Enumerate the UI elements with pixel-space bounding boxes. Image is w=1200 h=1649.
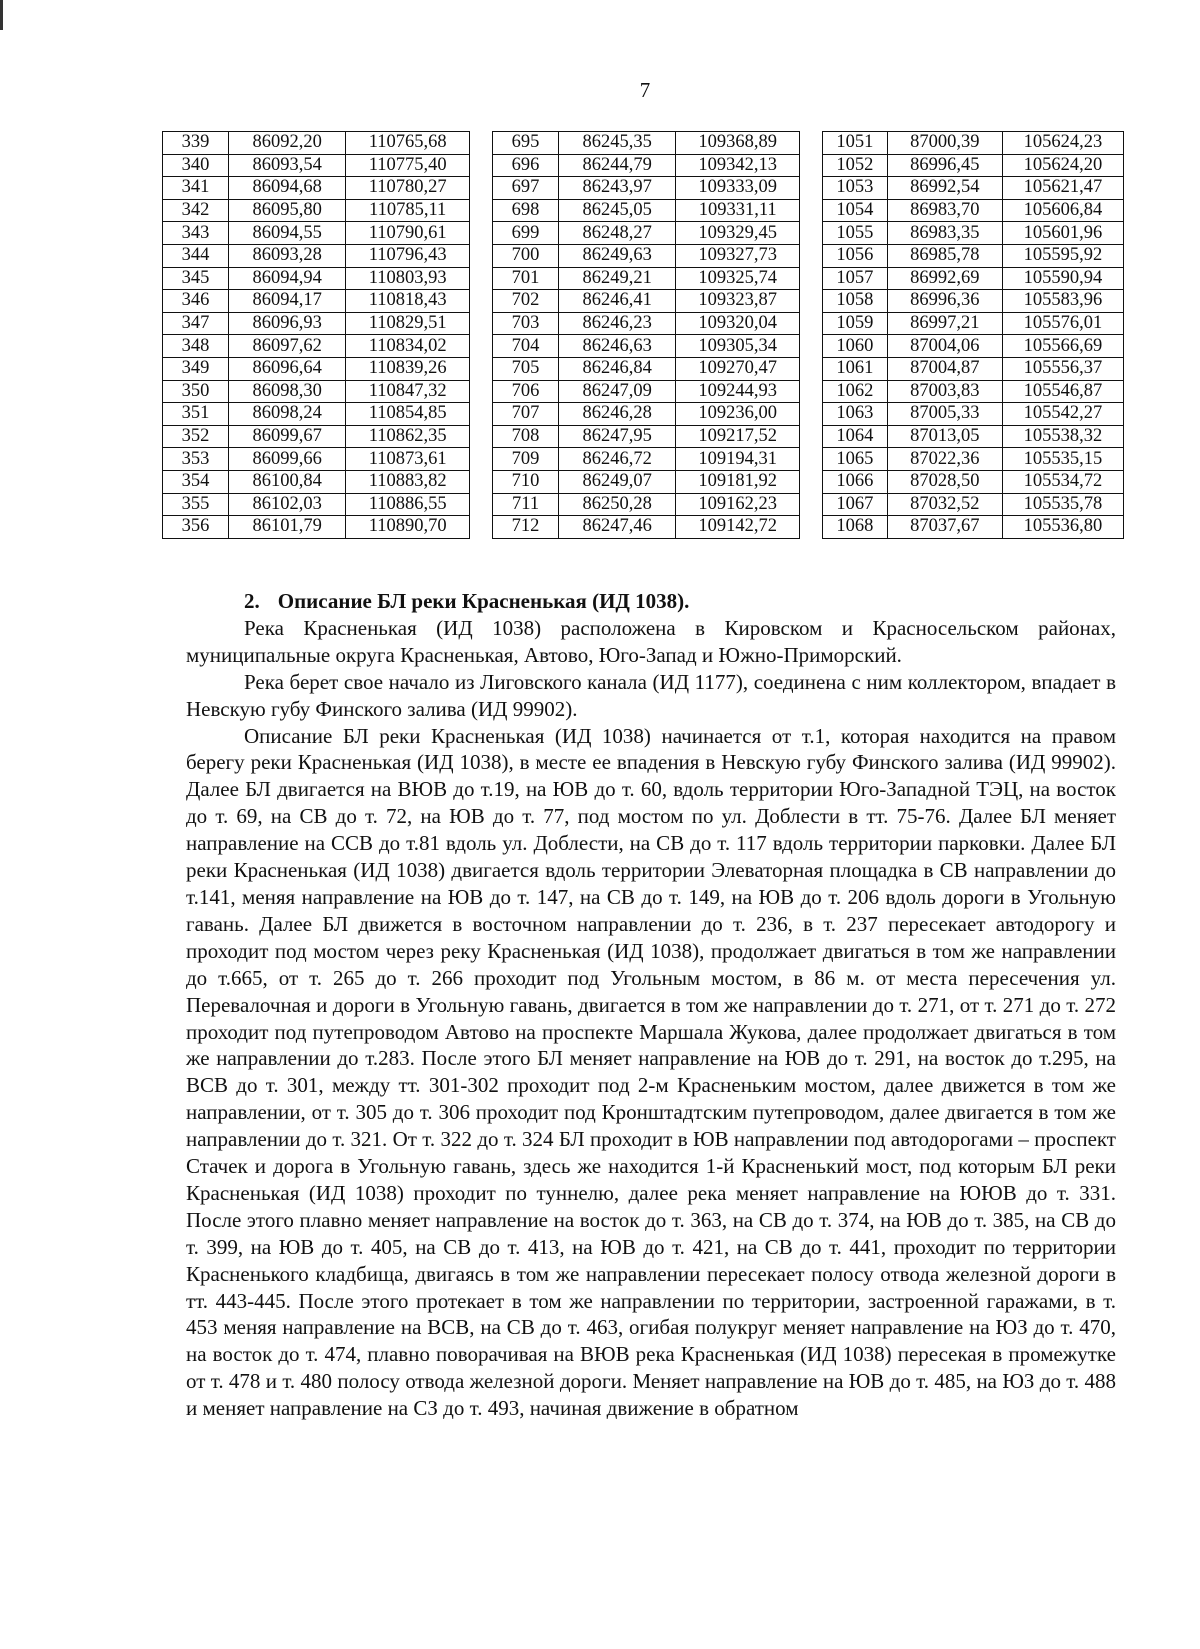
point-number-cell: 699 — [493, 222, 559, 245]
y-coordinate-cell: 105624,23 — [1002, 132, 1123, 155]
x-coordinate-cell: 86245,05 — [559, 199, 676, 222]
y-coordinate-cell: 109236,00 — [676, 403, 800, 426]
table-row — [823, 290, 1124, 313]
y-coordinate-cell: 110834,02 — [346, 335, 470, 358]
x-coordinate-cell: 86246,41 — [559, 290, 676, 313]
x-coordinate-cell: 86102,03 — [229, 493, 346, 516]
table-row — [823, 312, 1124, 335]
point-number-cell: 712 — [493, 516, 559, 539]
point-number-cell: 703 — [493, 312, 559, 335]
table-row — [823, 403, 1124, 426]
point-number-cell: 1055 — [823, 222, 888, 245]
page-number: 7 — [639, 78, 651, 102]
y-coordinate-cell: 110890,70 — [346, 516, 470, 539]
point-number-cell: 1068 — [823, 516, 888, 539]
table-row — [823, 470, 1124, 493]
table-row — [823, 244, 1124, 267]
y-coordinate-cell: 105538,32 — [1002, 425, 1123, 448]
y-coordinate-cell: 105624,20 — [1002, 154, 1123, 177]
point-number-cell: 701 — [493, 267, 559, 290]
table-row — [163, 380, 470, 403]
coordinates-table-1 — [162, 131, 470, 539]
x-coordinate-cell: 86249,07 — [559, 470, 676, 493]
table-row — [163, 312, 470, 335]
point-number-cell: 343 — [163, 222, 229, 245]
point-number-cell: 355 — [163, 493, 229, 516]
point-number-cell: 345 — [163, 267, 229, 290]
x-coordinate-cell: 86096,93 — [229, 312, 346, 335]
paragraph: Река Красненькая (ИД 1038) расположена в Кировском и Красносельском районах, муниципальные округа Красненькая, Автово, Юго-Запад и Южно-Приморский. — [186, 615, 1116, 667]
point-number-cell: 1066 — [823, 470, 888, 493]
y-coordinate-cell: 109217,52 — [676, 425, 800, 448]
y-coordinate-cell: 109142,72 — [676, 516, 800, 539]
y-coordinate-cell: 110796,43 — [346, 244, 470, 267]
y-coordinate-cell: 109331,11 — [676, 199, 800, 222]
table-row — [823, 199, 1124, 222]
x-coordinate-cell: 86250,28 — [559, 493, 676, 516]
x-coordinate-cell: 87037,67 — [887, 516, 1002, 539]
section-heading — [244, 588, 1116, 615]
point-number-cell: 342 — [163, 199, 229, 222]
y-coordinate-cell: 105556,37 — [1002, 357, 1123, 380]
point-number-cell: 698 — [493, 199, 559, 222]
point-number-cell: 709 — [493, 448, 559, 471]
point-number-cell: 1060 — [823, 335, 888, 358]
x-coordinate-cell: 86247,09 — [559, 380, 676, 403]
x-coordinate-cell: 87004,06 — [887, 335, 1002, 358]
table-row — [163, 132, 470, 155]
point-number-cell: 695 — [493, 132, 559, 155]
table-row — [493, 357, 800, 380]
y-coordinate-cell: 109327,73 — [676, 244, 800, 267]
point-number-cell: 1058 — [823, 290, 888, 313]
table-row — [823, 132, 1124, 155]
coordinates-tables — [162, 131, 1124, 539]
x-coordinate-cell: 86246,28 — [559, 403, 676, 426]
x-coordinate-cell: 86094,55 — [229, 222, 346, 245]
table-row — [163, 335, 470, 358]
point-number-cell: 696 — [493, 154, 559, 177]
paragraph: Описание БЛ реки Красненькая (ИД 1038) начинается от т.1, которая находится на правом берегу реки Красненькая (ИД 1038), в месте ее впадения в Невскую губу Финского залива (ИД 99902). Далее БЛ двигается на ВЮВ до т.19, на ЮВ до т. 60, вдоль территории Юго-Западной ТЭЦ, на восток до т. 69, на СВ до т. 72, на ЮВ до т. 77, под мостом по ул. Доблести в тт. 75-76. Далее БЛ меняет направление на ССВ до т.81 вдоль ул. Доблести, на СВ до т. 117 вдоль территории парковки. Далее БЛ реки Красненькая (ИД 1038) двигается вдоль территории Элеваторная площадка в СВ направлении до т.141, меняя направление на ЮВ до т. 147, на СВ до т. 149, на ЮВ до т. 206 вдоль дороги в Угольную гавань. Далее БЛ движется в восточном направлении до т. 236, в т. 237 пересекает автодорогу и проходит под мостом через реку Красненькая (ИД 1038), продолжает двигаться в том же направлении до т.665, от т. 265 до т. 266 проходит под Угольным мостом, в 86 м. от места пересечения ул. Перевалочная и дороги в Угольную гавань, двигается в том же направлении до т. 271, от т. 271 до т. 272 проходит под путепроводом Автово на проспекте Маршала Жукова, далее продолжает двигаться в том же направлении до т.283. После этого БЛ меняет направление на ЮВ до т. 291, на восток до т.295, на ВСВ до т. 301, между тт. 301-302 проходит под 2-м Красненьким мостом, далее движется в том же направлении, от т. 305 до т. 306 проходит под Кронштадтским путепроводом, далее двигается в том же направлении до т. 321. От т. 322 до т. 324 БЛ проходит в ЮВ направлении под автодорогами – проспект Стачек и дорога в Угольную гавань, здесь же находится 1-й Красненький мост, под которым БЛ реки Красненькая (ИД 1038) проходит по туннелю, далее река меняет направление на ЮЮВ до т. 331. После этого плавно меняет направление на восток до т. 363, на СВ до т. 374, на ЮВ до т. 385, на СВ до т. 399, на ЮВ до т. 405, на СВ до т. 413, на ЮВ до т. 421, на СВ до т. 441, проходит по территории Красненького кладбища, двигаясь в том же направлении пересекает полосу отвода железной дороги в тт. 443-445. После этого протекает в том же направлении по территории, застроенной гаражами, в т. 453 меняя направление на ВСВ, на СВ до т. 463, огибая полукруг меняет направление на ЮЗ до т. 470, на восток до т. 474, плавно поворачивая на ВЮВ река Красненькая (ИД 1038) пересекая в промежутке от т. 478 и т. 480 полосу отвода железной дороги. Меняет направление на ЮВ до т. 485, на ЮЗ до т. 488 и меняет направление на СЗ до т. 493, начиная движение в обратном — [186, 723, 1116, 1421]
point-number-cell: 1061 — [823, 357, 888, 380]
table-row — [493, 448, 800, 471]
table-row — [163, 470, 470, 493]
y-coordinate-cell: 105606,84 — [1002, 199, 1123, 222]
x-coordinate-cell: 86249,63 — [559, 244, 676, 267]
table-row — [493, 380, 800, 403]
point-number-cell: 350 — [163, 380, 229, 403]
table-row — [493, 335, 800, 358]
point-number-cell: 704 — [493, 335, 559, 358]
table-row — [823, 177, 1124, 200]
point-number-cell: 339 — [163, 132, 229, 155]
point-number-cell: 1064 — [823, 425, 888, 448]
table-row — [823, 222, 1124, 245]
x-coordinate-cell: 87032,52 — [887, 493, 1002, 516]
coordinates-table-3 — [822, 131, 1124, 539]
x-coordinate-cell: 86247,95 — [559, 425, 676, 448]
y-coordinate-cell: 110818,43 — [346, 290, 470, 313]
point-number-cell: 702 — [493, 290, 559, 313]
section-number: 2. — [244, 589, 260, 613]
table-row — [163, 199, 470, 222]
x-coordinate-cell: 86997,21 — [887, 312, 1002, 335]
x-coordinate-cell: 86246,23 — [559, 312, 676, 335]
y-coordinate-cell: 105595,92 — [1002, 244, 1123, 267]
table-row — [493, 403, 800, 426]
point-number-cell: 707 — [493, 403, 559, 426]
table-row — [493, 312, 800, 335]
point-number-cell: 1063 — [823, 403, 888, 426]
y-coordinate-cell: 110829,51 — [346, 312, 470, 335]
section-title: Описание БЛ реки Красненькая (ИД 1038). — [277, 589, 690, 613]
y-coordinate-cell: 109333,09 — [676, 177, 800, 200]
x-coordinate-cell: 86097,62 — [229, 335, 346, 358]
table-row — [493, 132, 800, 155]
point-number-cell: 356 — [163, 516, 229, 539]
y-coordinate-cell: 109329,45 — [676, 222, 800, 245]
x-coordinate-cell: 86246,84 — [559, 357, 676, 380]
table-row — [823, 154, 1124, 177]
x-coordinate-cell: 86996,36 — [887, 290, 1002, 313]
y-coordinate-cell: 105534,72 — [1002, 470, 1123, 493]
point-number-cell: 1053 — [823, 177, 888, 200]
point-number-cell: 1052 — [823, 154, 888, 177]
table-row — [163, 425, 470, 448]
table-row — [493, 516, 800, 539]
x-coordinate-cell: 86249,21 — [559, 267, 676, 290]
point-number-cell: 347 — [163, 312, 229, 335]
y-coordinate-cell: 109325,74 — [676, 267, 800, 290]
y-coordinate-cell: 109323,87 — [676, 290, 800, 313]
x-coordinate-cell: 86093,54 — [229, 154, 346, 177]
table-row — [823, 448, 1124, 471]
x-coordinate-cell: 86098,24 — [229, 403, 346, 426]
x-coordinate-cell: 86095,80 — [229, 199, 346, 222]
x-coordinate-cell: 86096,64 — [229, 357, 346, 380]
point-number-cell: 1056 — [823, 244, 888, 267]
point-number-cell: 1057 — [823, 267, 888, 290]
table-row — [493, 470, 800, 493]
point-number-cell: 705 — [493, 357, 559, 380]
point-number-cell: 351 — [163, 403, 229, 426]
table-row — [823, 516, 1124, 539]
x-coordinate-cell: 86094,68 — [229, 177, 346, 200]
x-coordinate-cell: 86100,84 — [229, 470, 346, 493]
point-number-cell: 344 — [163, 244, 229, 267]
table-row — [163, 493, 470, 516]
x-coordinate-cell: 86243,97 — [559, 177, 676, 200]
x-coordinate-cell: 87005,33 — [887, 403, 1002, 426]
y-coordinate-cell: 105535,78 — [1002, 493, 1123, 516]
y-coordinate-cell: 110785,11 — [346, 199, 470, 222]
x-coordinate-cell: 87003,83 — [887, 380, 1002, 403]
point-number-cell: 1054 — [823, 199, 888, 222]
x-coordinate-cell: 86092,20 — [229, 132, 346, 155]
point-number-cell: 348 — [163, 335, 229, 358]
point-number-cell: 706 — [493, 380, 559, 403]
paragraph: Река берет свое начало из Лиговского канала (ИД 1177), соединена с ним коллектором, впадает в Невскую губу Финского залива (ИД 99902). — [186, 669, 1116, 721]
point-number-cell: 352 — [163, 425, 229, 448]
y-coordinate-cell: 109320,04 — [676, 312, 800, 335]
y-coordinate-cell: 109181,92 — [676, 470, 800, 493]
table-row — [493, 244, 800, 267]
table-row — [163, 290, 470, 313]
table-row — [493, 493, 800, 516]
y-coordinate-cell: 105566,69 — [1002, 335, 1123, 358]
point-number-cell: 708 — [493, 425, 559, 448]
x-coordinate-cell: 86094,94 — [229, 267, 346, 290]
x-coordinate-cell: 86996,45 — [887, 154, 1002, 177]
x-coordinate-cell: 86983,70 — [887, 199, 1002, 222]
table-row — [163, 516, 470, 539]
x-coordinate-cell: 86983,35 — [887, 222, 1002, 245]
table-row — [823, 493, 1124, 516]
y-coordinate-cell: 109368,89 — [676, 132, 800, 155]
table-row — [493, 267, 800, 290]
point-number-cell: 1065 — [823, 448, 888, 471]
y-coordinate-cell: 105576,01 — [1002, 312, 1123, 335]
y-coordinate-cell: 109244,93 — [676, 380, 800, 403]
y-coordinate-cell: 105583,96 — [1002, 290, 1123, 313]
point-number-cell: 697 — [493, 177, 559, 200]
x-coordinate-cell: 86099,67 — [229, 425, 346, 448]
y-coordinate-cell: 109270,47 — [676, 357, 800, 380]
y-coordinate-cell: 110862,35 — [346, 425, 470, 448]
y-coordinate-cell: 110780,27 — [346, 177, 470, 200]
y-coordinate-cell: 110790,61 — [346, 222, 470, 245]
point-number-cell: 354 — [163, 470, 229, 493]
x-coordinate-cell: 86992,69 — [887, 267, 1002, 290]
x-coordinate-cell: 86093,28 — [229, 244, 346, 267]
section-description — [186, 588, 1116, 1422]
y-coordinate-cell: 110839,26 — [346, 357, 470, 380]
x-coordinate-cell: 87004,87 — [887, 357, 1002, 380]
scan-edge-mark — [0, 0, 3, 30]
table-row — [163, 448, 470, 471]
y-coordinate-cell: 110883,82 — [346, 470, 470, 493]
x-coordinate-cell: 86985,78 — [887, 244, 1002, 267]
point-number-cell: 1067 — [823, 493, 888, 516]
y-coordinate-cell: 110765,68 — [346, 132, 470, 155]
table-row — [493, 177, 800, 200]
table-row — [823, 357, 1124, 380]
point-number-cell: 346 — [163, 290, 229, 313]
point-number-cell: 711 — [493, 493, 559, 516]
y-coordinate-cell: 105536,80 — [1002, 516, 1123, 539]
y-coordinate-cell: 109342,13 — [676, 154, 800, 177]
x-coordinate-cell: 87013,05 — [887, 425, 1002, 448]
point-number-cell: 700 — [493, 244, 559, 267]
point-number-cell: 349 — [163, 357, 229, 380]
x-coordinate-cell: 87000,39 — [887, 132, 1002, 155]
table-row — [163, 244, 470, 267]
table-row — [823, 425, 1124, 448]
x-coordinate-cell: 86101,79 — [229, 516, 346, 539]
x-coordinate-cell: 86246,72 — [559, 448, 676, 471]
y-coordinate-cell: 110775,40 — [346, 154, 470, 177]
point-number-cell: 710 — [493, 470, 559, 493]
y-coordinate-cell: 110886,55 — [346, 493, 470, 516]
point-number-cell: 1059 — [823, 312, 888, 335]
table-row — [163, 177, 470, 200]
table-row — [493, 290, 800, 313]
table-row — [493, 222, 800, 245]
point-number-cell: 1051 — [823, 132, 888, 155]
x-coordinate-cell: 86098,30 — [229, 380, 346, 403]
x-coordinate-cell: 86245,35 — [559, 132, 676, 155]
y-coordinate-cell: 105542,27 — [1002, 403, 1123, 426]
x-coordinate-cell: 86244,79 — [559, 154, 676, 177]
table-row — [163, 357, 470, 380]
y-coordinate-cell: 105621,47 — [1002, 177, 1123, 200]
table-row — [493, 425, 800, 448]
table-row — [493, 154, 800, 177]
y-coordinate-cell: 110803,93 — [346, 267, 470, 290]
x-coordinate-cell: 86099,66 — [229, 448, 346, 471]
table-row — [493, 199, 800, 222]
y-coordinate-cell: 105535,15 — [1002, 448, 1123, 471]
y-coordinate-cell: 105601,96 — [1002, 222, 1123, 245]
x-coordinate-cell: 87028,50 — [887, 470, 1002, 493]
table-row — [163, 154, 470, 177]
x-coordinate-cell: 87022,36 — [887, 448, 1002, 471]
y-coordinate-cell: 110847,32 — [346, 380, 470, 403]
table-row — [163, 267, 470, 290]
coordinates-table-2 — [492, 131, 800, 539]
point-number-cell: 1062 — [823, 380, 888, 403]
y-coordinate-cell: 109162,23 — [676, 493, 800, 516]
x-coordinate-cell: 86094,17 — [229, 290, 346, 313]
x-coordinate-cell: 86248,27 — [559, 222, 676, 245]
table-row — [163, 403, 470, 426]
x-coordinate-cell: 86246,63 — [559, 335, 676, 358]
table-row — [823, 267, 1124, 290]
x-coordinate-cell: 86992,54 — [887, 177, 1002, 200]
point-number-cell: 341 — [163, 177, 229, 200]
y-coordinate-cell: 110854,85 — [346, 403, 470, 426]
point-number-cell: 353 — [163, 448, 229, 471]
y-coordinate-cell: 105546,87 — [1002, 380, 1123, 403]
table-row — [163, 222, 470, 245]
point-number-cell: 340 — [163, 154, 229, 177]
table-row — [823, 335, 1124, 358]
y-coordinate-cell: 109194,31 — [676, 448, 800, 471]
table-row — [823, 380, 1124, 403]
x-coordinate-cell: 86247,46 — [559, 516, 676, 539]
y-coordinate-cell: 110873,61 — [346, 448, 470, 471]
y-coordinate-cell: 109305,34 — [676, 335, 800, 358]
y-coordinate-cell: 105590,94 — [1002, 267, 1123, 290]
